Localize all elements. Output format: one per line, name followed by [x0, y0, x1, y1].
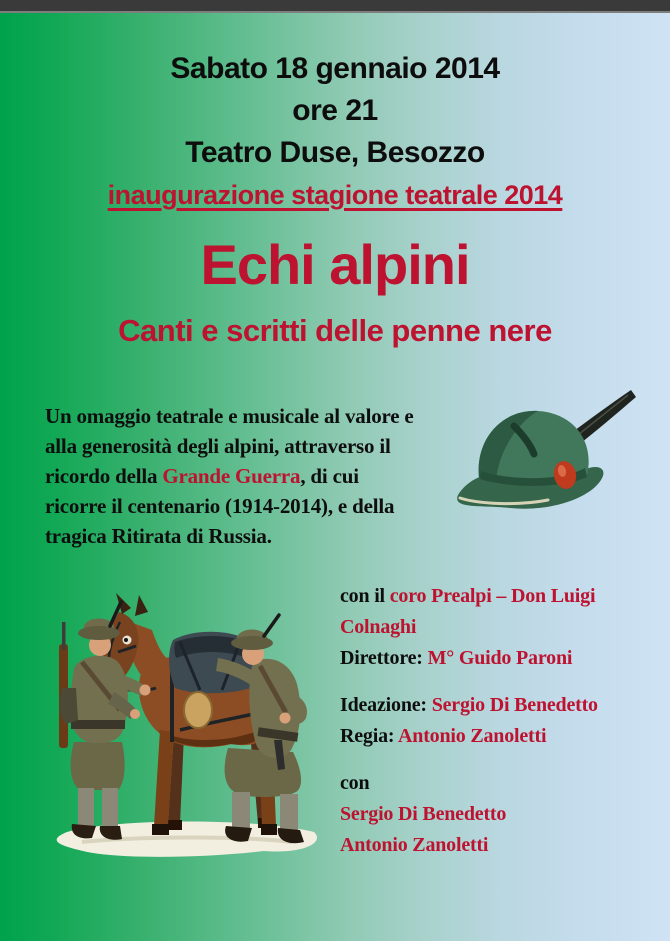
top-window-bar — [0, 0, 670, 13]
description-paragraph — [45, 401, 465, 551]
with-label: con — [340, 772, 370, 794]
director-credit: Direttore: M° Guido Paroni — [340, 647, 573, 669]
director-name: M° Guido Paroni — [427, 647, 573, 669]
event-date: Sabato 18 gennaio 2014 — [170, 52, 500, 85]
show-title: Echi alpini — [200, 233, 470, 296]
description-line: tragica Ritirata di Russia. — [45, 524, 272, 548]
description-line: ricorre il centenario (1914-2014), e della — [45, 494, 395, 518]
event-time: ore 21 — [292, 94, 378, 127]
description-line: ricordo della Grande Guerra, di cui — [45, 464, 359, 488]
alpine-hat-icon — [448, 382, 644, 538]
description-line: alla generosità degli alpini, attraverso il — [45, 434, 391, 458]
grande-guerra-highlight: Grande Guerra — [162, 464, 301, 488]
event-header — [0, 48, 670, 216]
event-venue: Teatro Duse, Besozzo — [185, 136, 485, 169]
cast-member: Sergio Di Benedetto — [340, 803, 507, 825]
description-line: Un omaggio teatrale e musicale al valore e — [45, 404, 414, 428]
cast-member: Antonio Zanoletti — [340, 834, 489, 856]
credits-block — [340, 581, 665, 861]
direction-credit: Regia: Antonio Zanoletti — [340, 725, 547, 747]
show-subtitle: Canti e scritti delle penne nere — [118, 313, 552, 348]
choir-credit: con il coro Prealpi – Don Luigi — [340, 585, 596, 607]
concept-credit: Ideazione: Sergio Di Benedetto — [340, 694, 598, 716]
choir-name-continued: Colnaghi — [340, 616, 417, 638]
season-announcement: inaugurazione stagione teatrale 2014 — [107, 180, 563, 210]
direction-name: Antonio Zanoletti — [398, 725, 547, 747]
soldiers-mule-illustration — [22, 592, 340, 870]
concept-name: Sergio Di Benedetto — [431, 694, 598, 716]
choir-name: coro Prealpi – Don Luigi — [389, 585, 596, 607]
